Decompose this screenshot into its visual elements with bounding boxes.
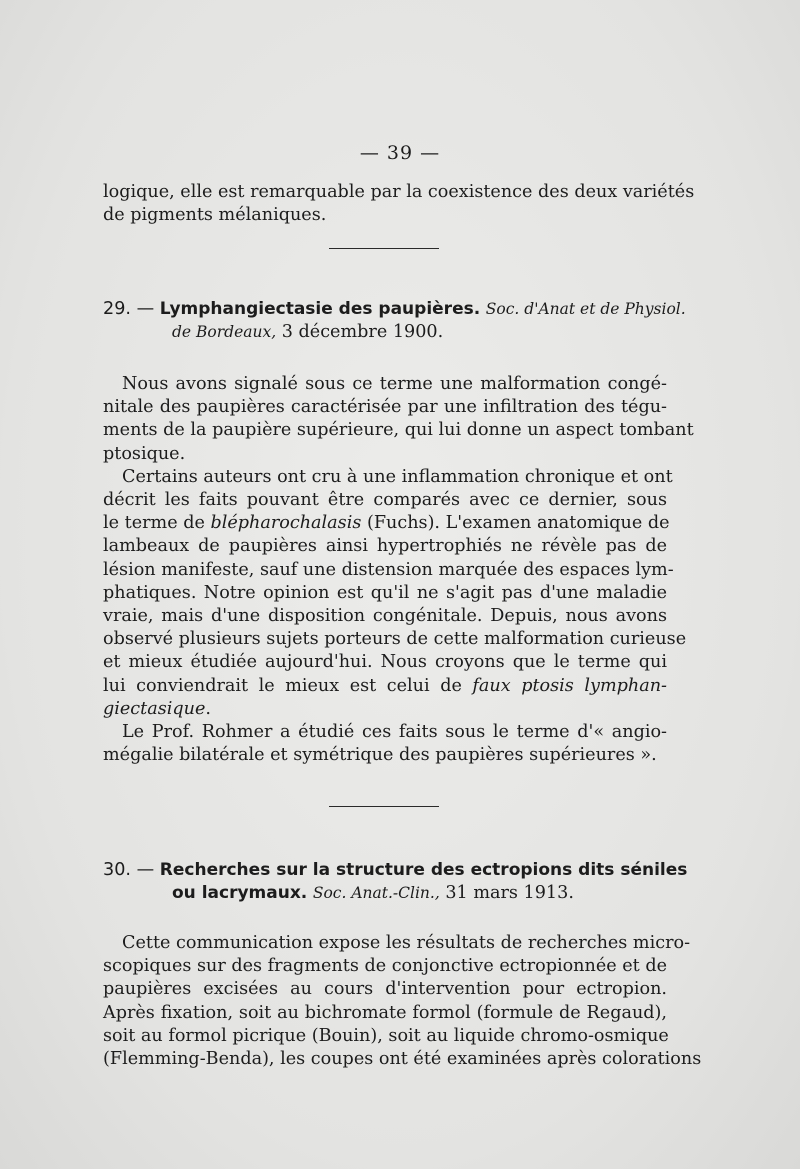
entry-30-heading (103, 859, 688, 906)
text-line: nitale des paupières caractérisée par une infiltration des tégu- (103, 397, 667, 418)
text-line: et mieux étudiée aujourd'hui. Nous croyons que le terme qui (103, 652, 667, 673)
entry-journal-cont: de Bordeaux, (172, 323, 277, 342)
text-line: Cette communication expose les résultats de recherches micro- (122, 933, 691, 953)
entry-29-body (103, 373, 694, 767)
entry-title: Recherches sur la structure des ectropions dits séniles (159, 860, 688, 880)
section-divider (329, 806, 439, 807)
text-line: Nous avons signalé sous ce terme une malformation congé- (122, 374, 667, 394)
entry-number: 30. — (103, 860, 155, 880)
entry-title: Lymphangiectasie des paupières. (159, 299, 481, 319)
text-line: giectasique. (103, 698, 211, 719)
entry-29-heading (103, 298, 686, 345)
text-line: décrit les faits pouvant être comparés avec ce dernier, sous (103, 490, 667, 511)
text-line: ptosique. (103, 443, 186, 464)
entry-title-cont: ou lacrymaux. (172, 883, 308, 904)
text-line: observé plusieurs sujets porteurs de cette malformation curieuse (103, 629, 687, 650)
italic-term: faux ptosis lymphan- (472, 675, 667, 696)
text-line: (Flemming-Benda), les coupes ont été examinées après colorations (103, 1049, 702, 1070)
text-line: ments de la paupière supérieure, qui lui donne un aspect tombant (103, 420, 694, 441)
text-line: scopiques sur des fragments de conjonctive ectropionnée et de (103, 956, 668, 977)
entry-30-body (103, 932, 702, 1071)
text-line: Le Prof. Rohmer a étudié ces faits sous le terme d'« angio- (122, 722, 667, 743)
entry-journal: Soc. d'Anat et de Physiol. (485, 300, 686, 318)
text-line: paupières excisées au cours d'intervention pour ectropion. (103, 979, 667, 1000)
italic-term: blépharochalasis (210, 513, 362, 534)
italic-term: giectasique (103, 698, 206, 719)
entry-journal: Soc. Anat.-Clin., (312, 884, 440, 903)
entry-number: 29. — (103, 299, 155, 319)
text-line: de pigments mélaniques. (103, 205, 327, 226)
entry-date: 3 décembre 1900. (281, 322, 444, 343)
intro-paragraph (103, 181, 695, 227)
page-number: — 39 — (359, 142, 441, 164)
text-line: lambeaux de paupières ainsi hypertrophiés ne révèle pas de (103, 536, 667, 557)
entry-date: 31 mars 1913. (445, 883, 574, 904)
text-line: soit au formol picrique (Bouin), soit au liquide chromo-osmique (103, 1025, 669, 1046)
text-line: lui conviendrait le mieux est celui de faux ptosis lymphan- (103, 675, 667, 696)
text-line: lésion manifeste, sauf une distension marquée des espaces lym- (103, 559, 674, 580)
text-line: mégalie bilatérale et symétrique des paupières supérieures ». (103, 745, 657, 766)
text-line: vraie, mais d'une disposition congénitale. Depuis, nous avons (103, 606, 667, 627)
text-line: phatiques. Notre opinion est qu'il ne s'agit pas d'une maladie (103, 582, 667, 603)
section-divider (329, 248, 439, 249)
text-line: Certains auteurs ont cru à une inflammation chronique et ont (122, 466, 673, 487)
text-line: logique, elle est remarquable par la coexistence des deux variétés (103, 182, 695, 202)
text-line: le terme de blépharochalasis (Fuchs). L'examen anatomique de (103, 513, 670, 534)
text-line: Après fixation, soit au bichromate formol (formule de Regaud), (103, 1002, 667, 1023)
